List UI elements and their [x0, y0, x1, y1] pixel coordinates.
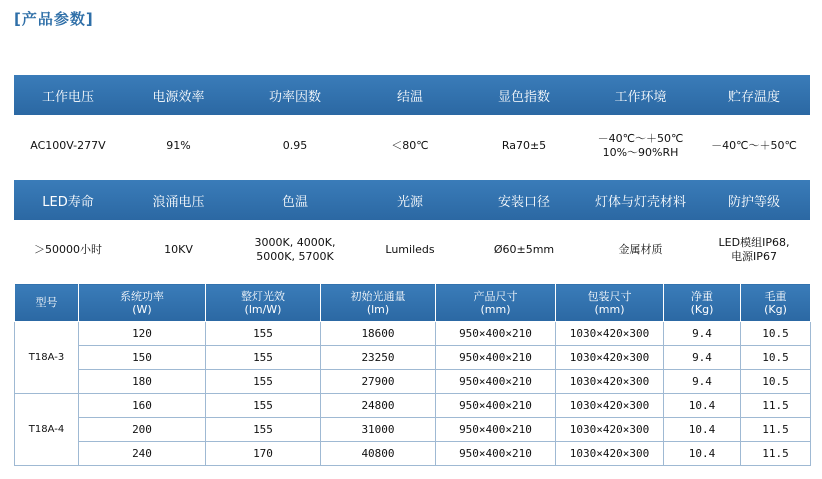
spec-column-header-3: 初始光通量 (lm)	[321, 284, 436, 322]
table-cell: 950×400×210	[436, 322, 556, 346]
section1-value-1: 91%	[166, 139, 191, 152]
section1-header-1: 电源效率	[152, 89, 205, 105]
table-cell: 170	[206, 442, 321, 466]
table-cell: 11.5	[741, 442, 811, 466]
section1-header-4: 显色指数	[497, 89, 550, 105]
section2-header-band	[14, 180, 810, 220]
spec-column-header-0: 型号	[15, 284, 79, 322]
table-row	[15, 442, 811, 466]
spec-column-header-6: 净重 (Kg)	[664, 284, 741, 322]
section2-value-6: LED模组IP68, 电源IP67	[718, 236, 790, 263]
section2-header-4: 安装口径	[497, 194, 550, 210]
section2-header-0: LED寿命	[42, 194, 94, 210]
table-cell: 150	[79, 346, 206, 370]
table-cell: 1030×420×300	[556, 442, 664, 466]
table-row	[15, 346, 811, 370]
section1-header-2: 功率因数	[268, 89, 321, 105]
section2-values-row	[14, 225, 810, 275]
table-cell: 1030×420×300	[556, 370, 664, 394]
section2-header-3: 光源	[396, 194, 423, 210]
section2-value-2: 3000K, 4000K, 5000K, 5700K	[254, 236, 336, 263]
table-cell: 1030×420×300	[556, 346, 664, 370]
table-cell: 950×400×210	[436, 442, 556, 466]
page-title: [产品参数]	[14, 10, 94, 28]
section1-value-2: 0.95	[282, 139, 308, 152]
section2-header-6: 防护等级	[727, 194, 780, 210]
table-cell: 9.4	[664, 322, 741, 346]
section2-value-1: 10KV	[164, 243, 193, 256]
section1-value-4: Ra70±5	[501, 139, 547, 152]
table-row	[15, 418, 811, 442]
table-cell: 10.5	[741, 322, 811, 346]
table-cell: 10.4	[664, 418, 741, 442]
table-cell: 155	[206, 322, 321, 346]
table-cell: 1030×420×300	[556, 418, 664, 442]
spec-column-header-2: 整灯光效 (lm/W)	[206, 284, 321, 322]
table-row	[15, 394, 811, 418]
section2-header-1: 浪涌电压	[152, 194, 205, 210]
table-cell: 11.5	[741, 418, 811, 442]
model-cell: T18A-4	[15, 394, 79, 466]
section2-header-5: 灯体与灯壳材料	[594, 194, 686, 210]
spec-table	[14, 283, 811, 466]
table-cell: 155	[206, 370, 321, 394]
section2-value-4: Ø60±5mm	[493, 243, 555, 256]
table-cell: 27900	[321, 370, 436, 394]
table-cell: 1030×420×300	[556, 322, 664, 346]
spec-column-header-7: 毛重 (Kg)	[741, 284, 811, 322]
table-cell: 40800	[321, 442, 436, 466]
section1-values-row	[14, 120, 810, 172]
section2-value-0: ＞50000小时	[34, 243, 102, 256]
section1-header-0: 工作电压	[41, 89, 94, 105]
section1-value-6: －40℃～＋50℃	[711, 139, 797, 152]
table-cell: 9.4	[664, 370, 741, 394]
table-cell: 11.5	[741, 394, 811, 418]
table-cell: 950×400×210	[436, 370, 556, 394]
table-cell: 31000	[321, 418, 436, 442]
table-cell: 10.4	[664, 442, 741, 466]
table-cell: 240	[79, 442, 206, 466]
spec-column-header-4: 产品尺寸 (mm)	[436, 284, 556, 322]
spec-table-body	[15, 322, 811, 466]
table-cell: 18600	[321, 322, 436, 346]
table-cell: 950×400×210	[436, 346, 556, 370]
table-cell: 950×400×210	[436, 418, 556, 442]
spec-column-header-1: 系统功率 (W)	[79, 284, 206, 322]
table-cell: 24800	[321, 394, 436, 418]
table-cell: 10.4	[664, 394, 741, 418]
table-cell: 10.5	[741, 370, 811, 394]
table-cell: 23250	[321, 346, 436, 370]
table-cell: 10.5	[741, 346, 811, 370]
section1-header-5: 工作环境	[614, 89, 667, 105]
table-cell: 155	[206, 418, 321, 442]
section1-value-3: ＜80℃	[391, 139, 429, 152]
section2-value-5: 金属材质	[618, 243, 663, 256]
section2-value-3: Lumileds	[385, 243, 435, 256]
section1-header-3: 结温	[396, 89, 423, 105]
table-cell: 180	[79, 370, 206, 394]
table-cell: 950×400×210	[436, 394, 556, 418]
spec-table-header-row	[15, 284, 811, 322]
section1-header-band	[14, 75, 810, 115]
table-cell: 1030×420×300	[556, 394, 664, 418]
section1-value-0: AC100V-277V	[30, 139, 106, 152]
model-cell: T18A-3	[15, 322, 79, 394]
table-cell: 155	[206, 394, 321, 418]
table-row	[15, 322, 811, 346]
spec-column-header-5: 包装尺寸 (mm)	[556, 284, 664, 322]
table-cell: 9.4	[664, 346, 741, 370]
section2-header-2: 色温	[281, 194, 308, 210]
table-cell: 160	[79, 394, 206, 418]
table-row	[15, 370, 811, 394]
table-cell: 120	[79, 322, 206, 346]
table-cell: 200	[79, 418, 206, 442]
section1-header-6: 贮存温度	[727, 89, 780, 105]
table-cell: 155	[206, 346, 321, 370]
section1-value-5: －40℃～＋50℃ 10%～90%RH	[597, 132, 684, 159]
